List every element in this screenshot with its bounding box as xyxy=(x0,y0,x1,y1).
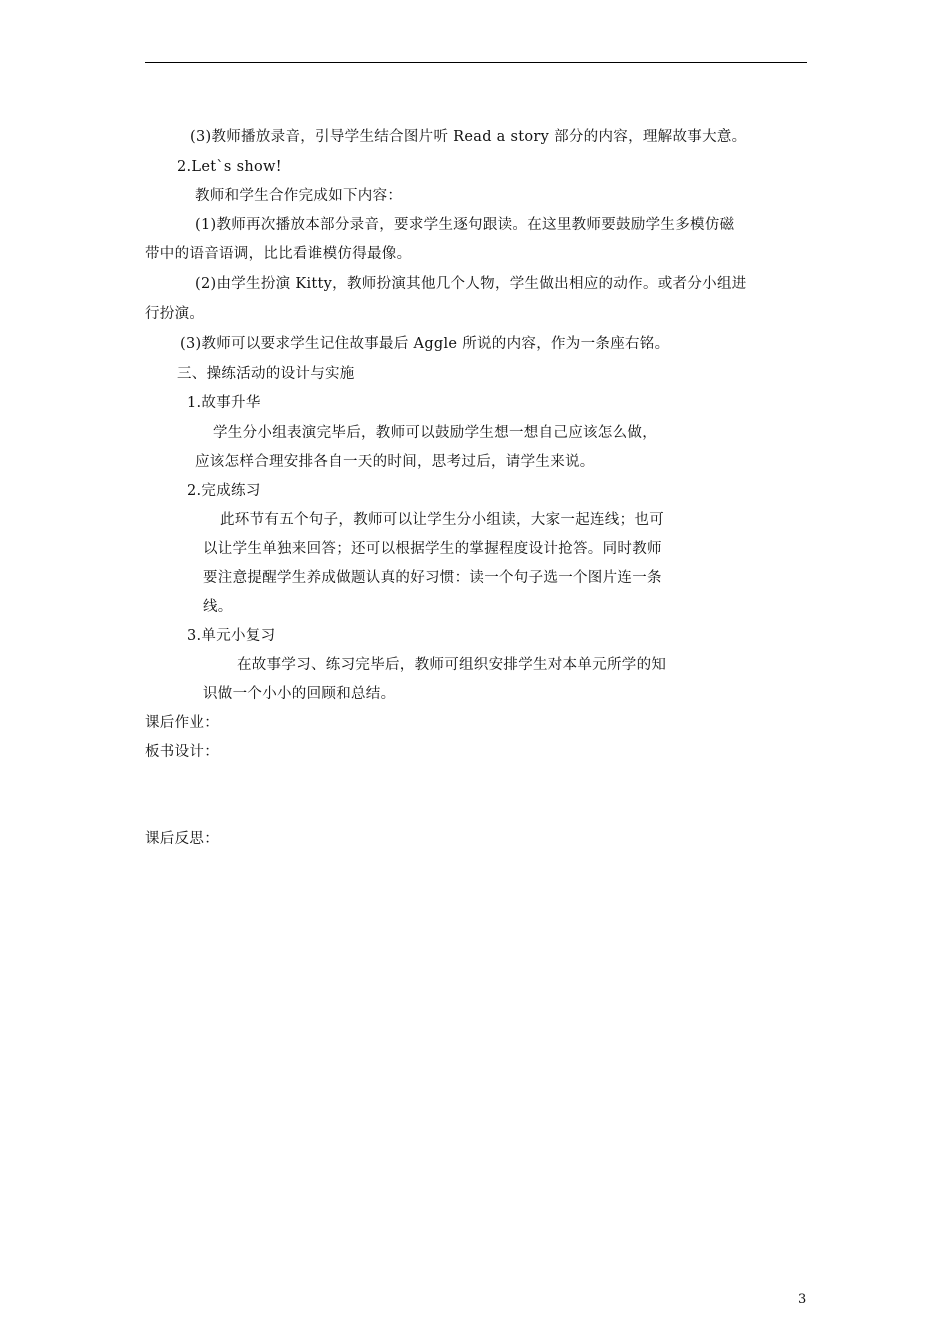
header-rule xyxy=(145,62,807,63)
reflection-label: 课后反思： xyxy=(145,831,219,847)
text-line: (2)由学生扮演 Kitty，教师扮演其他几个人物，学生做出相应的动作。或者分小组进 xyxy=(195,276,747,292)
text-line: 以让学生单独来回答；还可以根据学生的掌握程度设计抢答。同时教师 xyxy=(203,541,662,557)
text-line: 在故事学习、练习完毕后，教师可组织安排学生对本单元所学的知 xyxy=(237,657,667,673)
text-line: 2.Let`s show! xyxy=(177,159,282,175)
text-line: (3)教师可以要求学生记住故事最后 Aggle 所说的内容，作为一条座右铭。 xyxy=(180,336,670,352)
homework-label: 课后作业： xyxy=(145,715,219,731)
text-line: 识做一个小小的回顾和总结。 xyxy=(203,686,396,702)
board-design-label: 板书设计： xyxy=(145,744,219,760)
text-line: 带中的语音语调，比比看谁模仿得最像。 xyxy=(145,246,412,262)
text-line: 线。 xyxy=(203,599,233,615)
subsection-heading: 3.单元小复习 xyxy=(187,628,276,644)
page-number: 3 xyxy=(798,1292,807,1307)
text-line: 此环节有五个句子，教师可以让学生分小组读，大家一起连线；也可 xyxy=(220,512,664,528)
text-line: 应该怎样合理安排各自一天的时间，思考过后，请学生来说。 xyxy=(195,454,595,470)
text-line: (3)教师播放录音，引导学生结合图片听 Read a story 部分的内容，理解故事大意。 xyxy=(190,129,747,145)
subsection-heading: 1.故事升华 xyxy=(187,395,261,411)
section-heading: 三、操练活动的设计与实施 xyxy=(177,366,355,382)
text-line: (1)教师再次播放本部分录音，要求学生逐句跟读。在这里教师要鼓励学生多模仿磁 xyxy=(195,217,735,233)
text-line: 教师和学生合作完成如下内容： xyxy=(195,188,403,204)
text-line: 学生分小组表演完毕后，教师可以鼓励学生想一想自己应该怎么做， xyxy=(213,425,657,441)
text-line: 要注意提醒学生养成做题认真的好习惯：读一个句子选一个图片连一条 xyxy=(203,570,662,586)
subsection-heading: 2.完成练习 xyxy=(187,483,261,499)
text-line: 行扮演。 xyxy=(145,306,205,322)
